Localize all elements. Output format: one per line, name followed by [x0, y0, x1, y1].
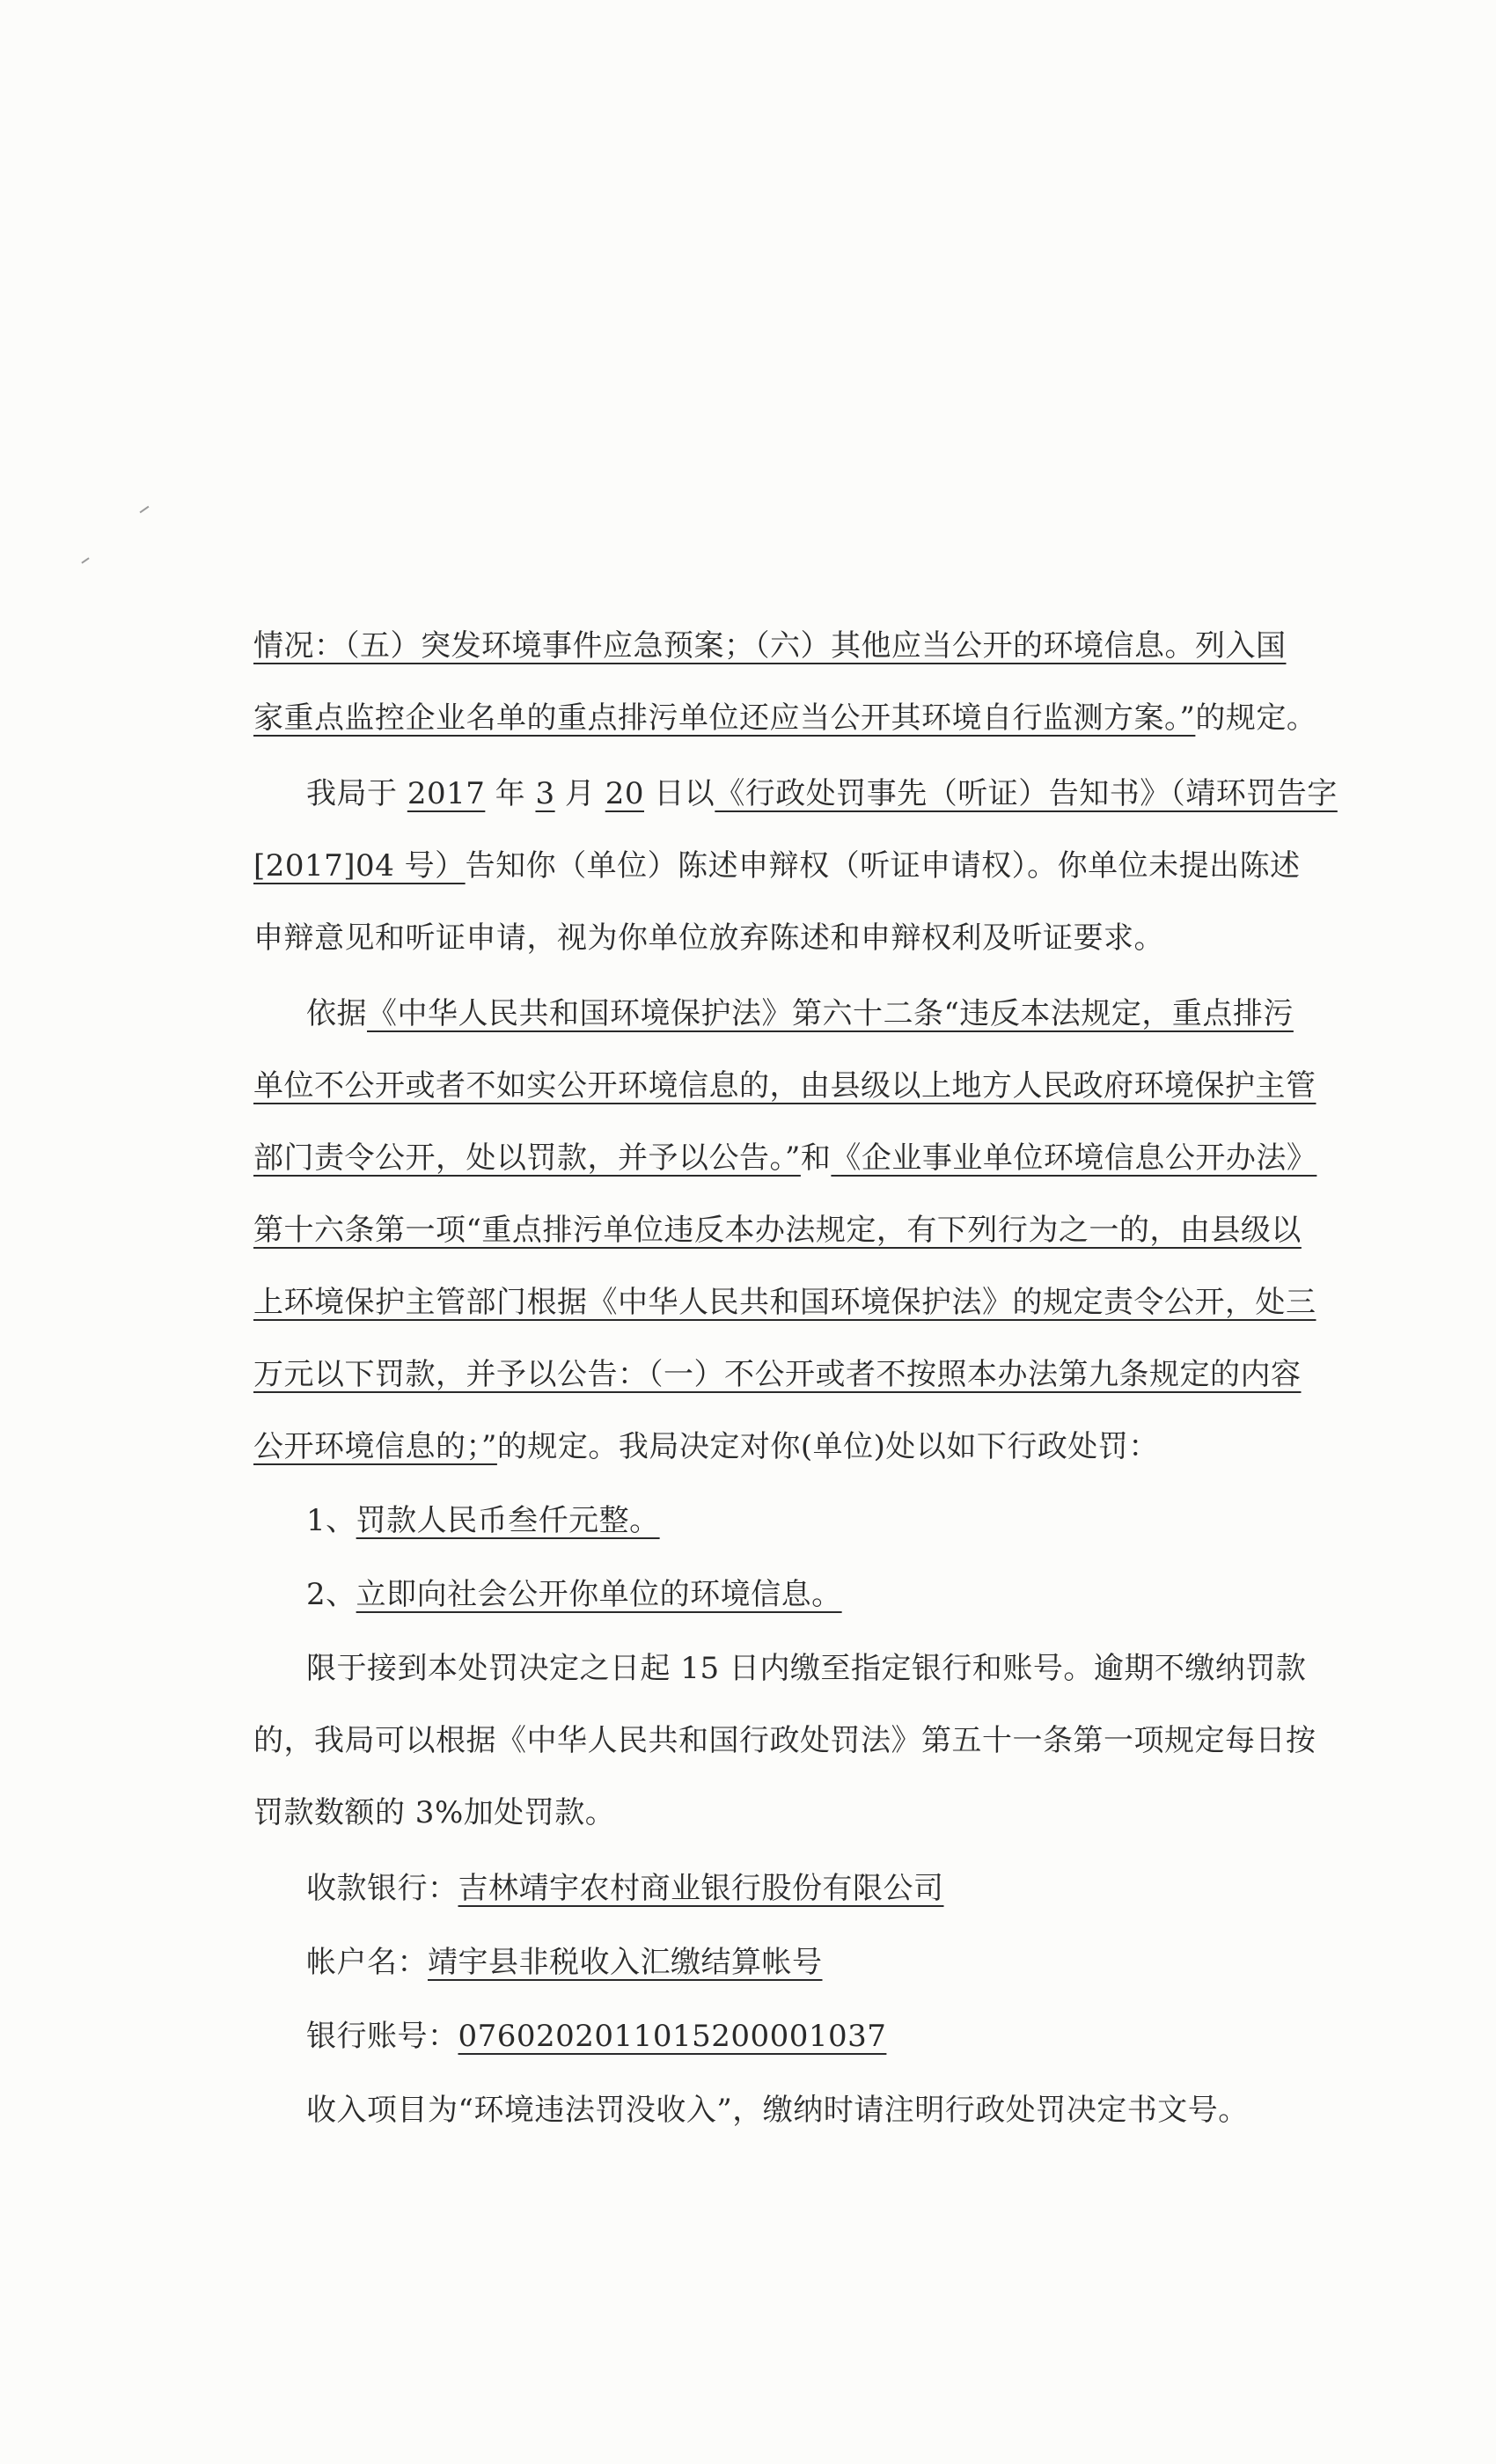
paragraph-4-line-1: [306, 1649, 1307, 1688]
bank-value: 吉林靖宇农村商业银行股份有限公司: [458, 1871, 944, 1906]
p3-law-citation: 《中华人民共和国环境保护法》第六十二条“违反本法规定，重点排污: [367, 996, 1294, 1031]
penalty-item-1: [306, 1501, 1274, 1540]
paragraph-3-line-7: [253, 1427, 1274, 1466]
p3-law-citation: 部门责令公开，处以罚款，并予以公告。”: [253, 1140, 801, 1176]
paragraph-4-line-2: [253, 1721, 1316, 1760]
paragraph-3-line-2: [253, 1067, 1316, 1105]
p2-day: 20: [605, 776, 644, 811]
account-name-line: [306, 1943, 1274, 1982]
p2-notice-title: 《行政处罚事先（听证）告知书》（靖环罚告字: [715, 776, 1338, 811]
account-number-line: [306, 2017, 1274, 2056]
paragraph-4-line-3: [253, 1793, 1274, 1832]
p1-line-1-text: 情况：（五）突发环境事件应急预案；（六）其他应当公开的环境信息。列入国: [253, 628, 1287, 664]
p2-text: 我局于: [306, 776, 398, 811]
scan-speck: [140, 506, 150, 514]
p4-text: 罚款数额的 3%加处罚款。: [253, 1795, 616, 1830]
p3-law-citation: 单位不公开或者不如实公开环境信息的，由县级以上地方人民政府环境保护主管: [253, 1068, 1316, 1104]
p3-text: 依据: [306, 996, 367, 1031]
account-name-label: 帐户名：: [306, 1945, 428, 1980]
p2-text: 申辩意见和听证申请，视为你单位放弃陈述和申辩权利及听证要求。: [253, 920, 1164, 956]
paragraph-3-line-1: [306, 994, 1294, 1033]
p3-measure-citation: 万元以下罚款，并予以公告：（一）不公开或者不按照本办法第九条规定的内容: [253, 1357, 1302, 1392]
scan-speck: [81, 557, 89, 563]
p3-text: 的规定。我局决定对你(单位)处以如下行政处罚：: [496, 1429, 1159, 1464]
account-number-value: 0760202011015200001037: [458, 2019, 887, 2054]
p3-measure-citation: 公开环境信息的；”: [253, 1429, 497, 1464]
paragraph-5-line-1: [306, 2091, 1274, 2130]
p3-measure-citation: 《企业事业单位环境信息公开办法》: [831, 1140, 1317, 1176]
account-name-value: 靖宇县非税收入汇缴结算帐号: [428, 1945, 823, 1980]
paragraph-2-line-2: [253, 847, 1301, 885]
p2-text: 告知你（单位）陈述申辩权（听证申请权）。你单位未提出陈述: [465, 848, 1301, 884]
paragraph-2-line-1: [306, 774, 1338, 813]
penalty-item-2: [306, 1575, 1274, 1614]
paragraph-3-line-4: [253, 1211, 1302, 1250]
paragraph-2-line-3: [253, 919, 1274, 957]
paragraph-3-line-3: [253, 1139, 1317, 1177]
p3-measure-citation: 第十六条第一项“重点排污单位违反本办法规定，有下列行为之一的，由县级以: [253, 1213, 1302, 1248]
p4-text: 的，我局可以根据《中华人民共和国行政处罚法》第五十一条第一项规定每日按: [253, 1723, 1316, 1758]
p1-line-2-tail: 的规定。: [1195, 700, 1317, 736]
p2-text: 月: [564, 776, 596, 811]
item-number: 1、: [306, 1503, 356, 1538]
p2-text: 日以: [654, 776, 715, 811]
p4-text: 限于接到本处罚决定之日起 15 日内缴至指定银行和账号。逾期不缴纳罚款: [306, 1651, 1307, 1686]
paragraph-1-line-1: [253, 627, 1287, 665]
account-number-label: 银行账号：: [306, 2019, 458, 2054]
p3-text: 和: [800, 1140, 832, 1176]
paragraph-3-line-6: [253, 1355, 1302, 1394]
p5-text: 收入项目为“环境违法罚没收入”，缴纳时请注明行政处罚决定书文号。: [306, 2093, 1249, 2128]
p3-measure-citation: 上环境保护主管部门根据《中华人民共和国环境保护法》的规定责令公开，处三: [253, 1285, 1316, 1320]
p2-month: 3: [535, 776, 555, 811]
paragraph-3-line-5: [253, 1283, 1316, 1322]
p2-notice-number: [2017]04 号）: [253, 848, 466, 884]
item-text: 罚款人民币叁仟元整。: [356, 1503, 660, 1538]
item-number: 2、: [306, 1577, 356, 1612]
bank-line: [306, 1869, 1274, 1908]
bank-label: 收款银行：: [306, 1871, 458, 1906]
paragraph-1-line-2: [253, 699, 1317, 737]
item-text: 立即向社会公开你单位的环境信息。: [356, 1577, 842, 1612]
p1-line-2-text: 家重点监控企业名单的重点排污单位还应当公开其环境自行监测方案。”: [253, 700, 1196, 736]
p2-year: 2017: [407, 776, 486, 811]
p2-text: 年: [495, 776, 526, 811]
